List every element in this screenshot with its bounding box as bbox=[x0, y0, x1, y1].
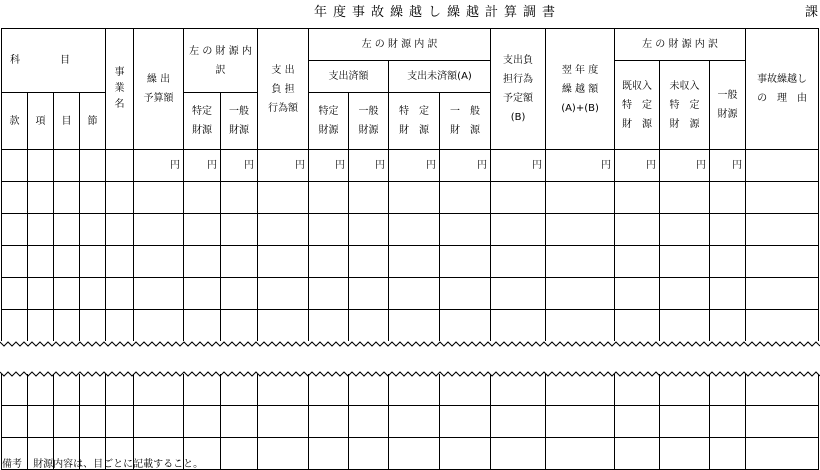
remarks bbox=[2, 455, 203, 470]
header-yotei: 支出負 担行為 予定額 (B) bbox=[491, 29, 546, 150]
header-yosan: 繰 出 予算額 bbox=[134, 29, 184, 150]
header-ippan-1: 一般 財源 bbox=[221, 93, 258, 150]
unit-tokutei-3: 円 bbox=[389, 150, 440, 182]
unit-ippan-3: 円 bbox=[440, 150, 491, 182]
header-moku: 目 bbox=[54, 93, 80, 150]
unit-tokutei-1: 円 bbox=[184, 150, 221, 182]
remarks-text: 財源内容は、目ごとに記載すること。 bbox=[33, 459, 204, 470]
header-ippan-2: 一般 財源 bbox=[349, 93, 389, 150]
table-row bbox=[2, 406, 819, 438]
header-kamoku: 科 目 bbox=[2, 29, 106, 93]
header-riyu: 事故繰越し の 理 由 bbox=[746, 29, 819, 150]
header-tokutei-3: 特 定 財 源 bbox=[389, 93, 440, 150]
unit-yotei: 円 bbox=[491, 150, 546, 182]
carryover-table bbox=[1, 28, 818, 470]
document-title: 年度事故繰越し繰越計算調書 bbox=[314, 5, 562, 20]
header-zaigen2: 左 の 財 源 内 訳 bbox=[309, 29, 491, 61]
header-setsu: 節 bbox=[80, 93, 106, 150]
break-wave-top bbox=[0, 341, 820, 347]
break-wave-bottom bbox=[0, 371, 820, 377]
unit-tokutei-2: 円 bbox=[309, 150, 349, 182]
unit-mishu: 円 bbox=[660, 150, 710, 182]
header-shishutsu-zumi: 支出済額 bbox=[309, 61, 389, 93]
unit-futan: 円 bbox=[258, 150, 309, 182]
unit-ippan-4: 円 bbox=[710, 150, 746, 182]
header-tokutei-2: 特定 財源 bbox=[309, 93, 349, 150]
table-row bbox=[2, 214, 819, 246]
header-kan: 款 bbox=[2, 93, 28, 150]
table-row bbox=[2, 246, 819, 278]
header-zaigen3: 左 の 財 源 内 訳 bbox=[615, 29, 746, 61]
header-ippan-3: 一 般 財 源 bbox=[440, 93, 491, 150]
unit-yokunen: 円 bbox=[546, 150, 615, 182]
header-shishutsu-mizumi: 支出未済額(A) bbox=[389, 61, 491, 93]
header-jigyomei: 事業名 bbox=[106, 29, 134, 150]
table-row bbox=[2, 310, 819, 342]
table-row bbox=[2, 374, 819, 406]
unit-kishu: 円 bbox=[615, 150, 660, 182]
unit-yosan: 円 bbox=[134, 150, 184, 182]
unit-row bbox=[2, 150, 819, 182]
header-yokunen: 翌 年 度 繰 越 額 (A)+(B) bbox=[546, 29, 615, 150]
header-shishutsu-futan: 支 出 負 担 行為額 bbox=[258, 29, 309, 150]
remarks-label: 備考 bbox=[2, 459, 22, 470]
unit-ippan-2: 円 bbox=[349, 150, 389, 182]
header-tokutei-1: 特定 財源 bbox=[184, 93, 221, 150]
header-mishu: 未収入 特 定 財 源 bbox=[660, 61, 710, 150]
department-label: 課 bbox=[805, 5, 819, 20]
header-zaigen1: 左 の 財 源 内 訳 bbox=[184, 29, 258, 93]
table-row bbox=[2, 182, 819, 214]
table-row bbox=[2, 278, 819, 310]
unit-ippan-1: 円 bbox=[221, 150, 258, 182]
header-kishu: 既収入 特 定 財 源 bbox=[615, 61, 660, 150]
header-ippan: 一般 財源 bbox=[710, 61, 746, 150]
header-kou: 項 bbox=[28, 93, 54, 150]
